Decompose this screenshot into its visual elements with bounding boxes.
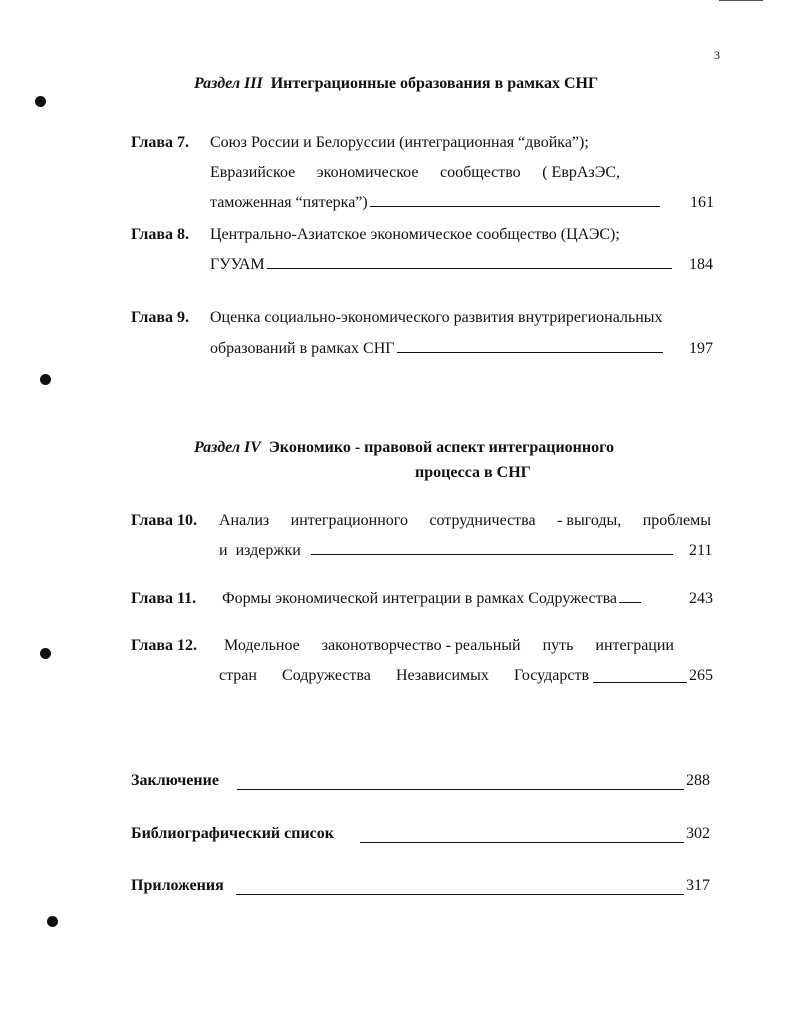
chapter-11-line1: [222, 590, 643, 608]
chapter-10-line1: [219, 512, 711, 530]
chapter-7-line2: [210, 164, 620, 182]
word: экономическое: [316, 164, 419, 181]
leader-line: [360, 842, 684, 843]
word: Государств: [513, 667, 589, 684]
word: Модельное: [224, 637, 300, 654]
chapter-10-line2-text: и издержки: [219, 542, 301, 559]
chapter-10-line2: [219, 542, 675, 560]
word: Содружества: [282, 667, 371, 684]
punch-hole: [47, 916, 58, 927]
leader-line: [370, 206, 660, 207]
appendices-page: 317: [686, 877, 710, 894]
chapter-8-line2: [210, 256, 674, 274]
section-4-heading: [194, 439, 614, 457]
punch-hole: [40, 374, 51, 385]
punch-hole: [35, 96, 46, 107]
word: Евразийское: [210, 164, 296, 181]
leader-line: [619, 602, 641, 603]
word: законотворчество - реальный: [321, 637, 521, 654]
word: интеграционного: [290, 512, 408, 529]
chapter-12-page: 265: [689, 667, 713, 684]
leader-line: [236, 894, 684, 895]
chapter-12-label: Глава 12.: [131, 637, 197, 654]
word: интеграции: [595, 637, 674, 654]
chapter-9-label: Глава 9.: [131, 309, 189, 326]
word: сообщество: [440, 164, 521, 181]
section-3-label: Раздел III: [194, 75, 263, 92]
conclusion-label: Заключение: [131, 772, 219, 789]
chapter-11-line1-text: Формы экономической интеграции в рамках Содружества: [222, 590, 618, 607]
chapter-7-label: Глава 7.: [131, 134, 189, 151]
bibliography-page: 302: [686, 825, 710, 842]
punch-hole: [40, 648, 51, 659]
chapter-9-page: 197: [689, 340, 713, 357]
chapter-10-page: 211: [689, 542, 713, 559]
chapter-7-line3-text: таможенная “пятерка”): [210, 194, 368, 211]
chapter-10-label: Глава 10.: [131, 512, 197, 529]
leader-line: [397, 352, 663, 353]
chapter-9-line2: [210, 340, 665, 358]
word: стран: [219, 667, 257, 684]
section-4-title-line1: Экономико - правовой аспект интеграционного: [268, 439, 614, 456]
chapter-9-line1: Оценка социально-экономического развития внутрирегиональных: [210, 309, 663, 326]
page-number: 3: [714, 48, 720, 62]
chapter-12-line2: [219, 667, 589, 685]
word: проблемы: [642, 512, 711, 529]
chapter-9-line2-text: образований в рамках СНГ: [210, 340, 395, 357]
section-4-label: Раздел IV: [194, 439, 261, 456]
section-3-heading: [194, 75, 598, 93]
word: ( ЕврАзЭС,: [542, 164, 620, 181]
chapter-8-page: 184: [689, 256, 713, 273]
word: Анализ: [219, 512, 270, 529]
leader-line: [593, 682, 687, 683]
chapter-8-line1: Центрально-Азиатское экономическое сообщество (ЦАЭС);: [210, 226, 620, 243]
leader-line: [237, 789, 684, 790]
bibliography-label: Библиографический список: [131, 825, 334, 842]
word: - выгоды,: [557, 512, 622, 529]
chapter-7-page: 161: [690, 194, 714, 211]
chapter-12-line1: [224, 637, 674, 655]
chapter-8-line2-text: ГУУАМ: [210, 256, 265, 273]
chapter-8-label: Глава 8.: [131, 226, 189, 243]
chapter-7-line1: Союз России и Белоруссии (интеграционная “двойка”);: [210, 134, 589, 151]
appendices-label: Приложения: [131, 877, 224, 894]
section-4-title-line2: процесса в СНГ: [415, 464, 531, 481]
conclusion-page: 288: [686, 772, 710, 789]
chapter-11-label: Глава 11.: [131, 590, 197, 607]
scan-edge-line: [719, 0, 763, 1]
leader-line: [267, 268, 672, 269]
word: Независимых: [395, 667, 489, 684]
chapter-11-page: 243: [689, 590, 713, 607]
section-3-title: Интеграционные образования в рамках СНГ: [270, 75, 599, 92]
chapter-7-line3: [210, 194, 662, 212]
word: путь: [542, 637, 574, 654]
word: сотрудничества: [429, 512, 536, 529]
leader-line: [311, 554, 673, 555]
